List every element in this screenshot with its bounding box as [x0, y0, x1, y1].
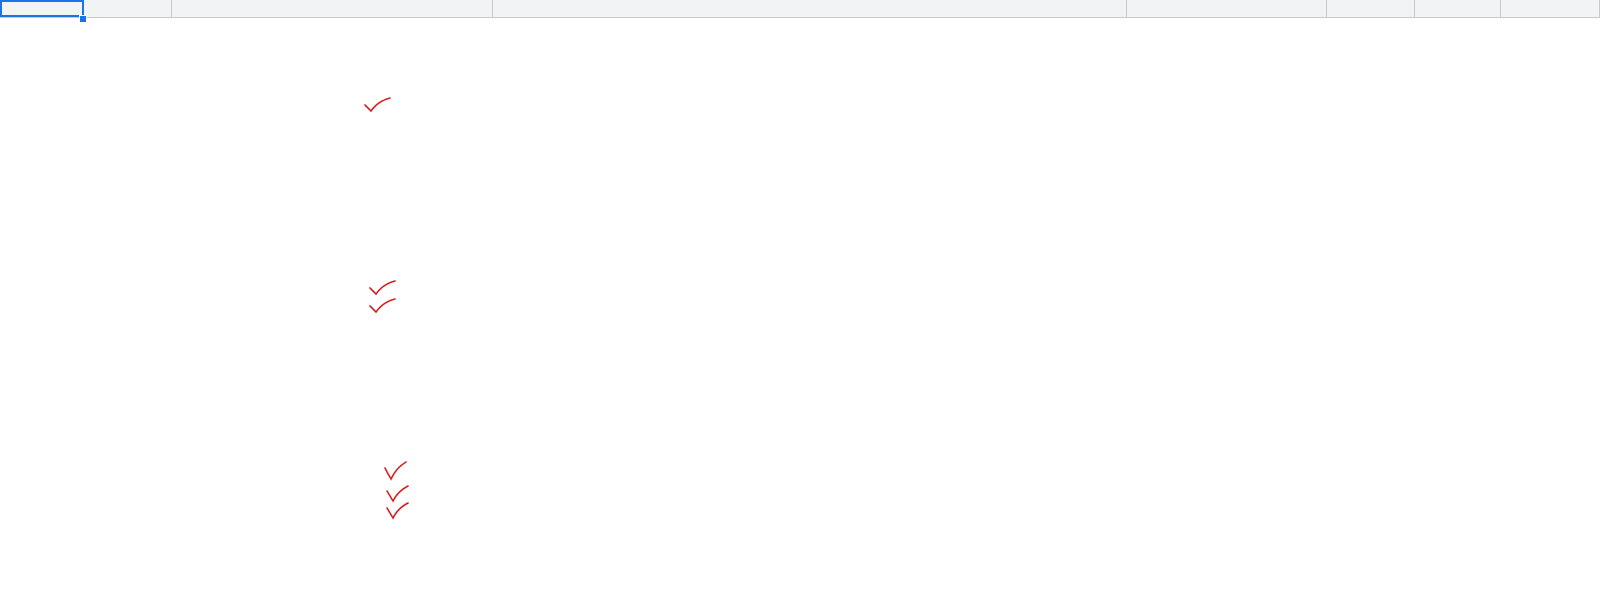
header-user[interactable]: [84, 0, 172, 17]
checkmark-icon: [382, 460, 408, 482]
checkmark-icon: [362, 96, 392, 114]
header-pushed-message[interactable]: [493, 0, 1127, 17]
header-email-notification[interactable]: [1501, 0, 1600, 17]
header-deliberate[interactable]: [1327, 0, 1415, 17]
header-screen-open[interactable]: [1127, 0, 1327, 17]
header-no[interactable]: [0, 0, 84, 17]
checkmark-icon: [367, 297, 397, 315]
header-row: [0, 0, 1600, 18]
header-automatic[interactable]: [1415, 0, 1501, 17]
checkmark-icon: [367, 279, 397, 297]
header-trigger-description[interactable]: [172, 0, 493, 17]
selection-fill-handle[interactable]: [79, 15, 87, 23]
checkmark-icon: [384, 501, 410, 521]
